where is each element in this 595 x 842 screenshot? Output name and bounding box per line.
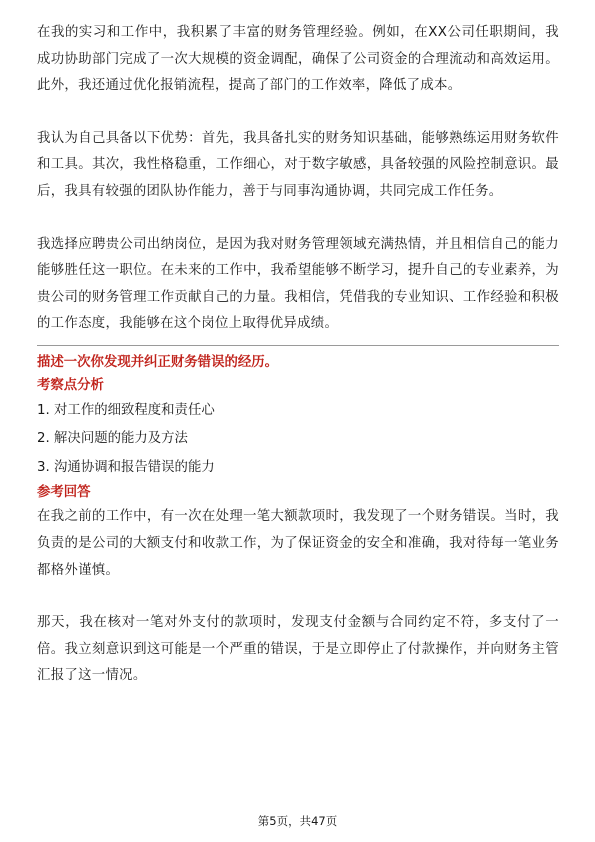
analysis-heading: 考察点分析 [37,377,104,393]
answer-paragraph: 那天，我在核对一笔对外支付的款项时，发现支付金额与合同约定不符，多支付了一倍。我立刻意识到这可能是一个严重的错误，于是立即停止了付款操作，并向财务主管汇报了这一情况。 [37,615,559,684]
analysis-list [37,397,559,483]
paragraph-gap [37,100,559,126]
list-item: 2. 解决问题的能力及方法 [37,431,188,447]
list-item: 1. 对工作的细致程度和责任心 [37,402,215,418]
paragraph-gap [37,206,559,232]
answer-heading: 参考回答 [37,485,91,501]
body-paragraph: 在我的实习和工作中，我积累了丰富的财务管理经验。例如，在XX公司任职期间，我成功协助部门完成了一次大规模的资金调配，确保了公司资金的合理流动和高效运用。此外，我还通过优化报销流程，提高了部门的工作效率，降低了成本。 [37,25,559,94]
list-item: 3. 沟通协调和报告错误的能力 [37,459,215,475]
interview-question: 描述一次你发现并纠正财务错误的经历。 [37,354,279,370]
body-paragraph: 我认为自己具备以下优势：首先，我具备扎实的财务知识基础，能够熟练运用财务软件和工具。其次，我性格稳重，工作细心，对于数字敏感，具备较强的风险控制意识。最后，我具有较强的团队协作能力，善于与同事沟通协调，共同完成工作任务。 [37,130,559,199]
paragraph-gap [37,584,559,610]
document-page [37,20,559,690]
section-divider [37,345,559,346]
body-paragraph: 我选择应聘贵公司出纳岗位，是因为我对财务管理领域充满热情，并且相信自己的能力能够胜任这一职位。在未来的工作中，我希望能够不断学习，提升自己的专业素养，为贵公司的财务管理工作贡献自己的力量。我相信，凭借我的专业知识、工作经验和积极的工作态度，我能够在这个岗位上取得优异成绩。 [37,236,559,332]
page-number: 第5页，共47页 [257,814,338,828]
answer-paragraph: 在我之前的工作中，有一次在处理一笔大额款项时，我发现了一个财务错误。当时，我负责的是公司的大额支付和收款工作，为了保证资金的安全和准确，我对待每一笔业务都格外谨慎。 [37,509,559,578]
